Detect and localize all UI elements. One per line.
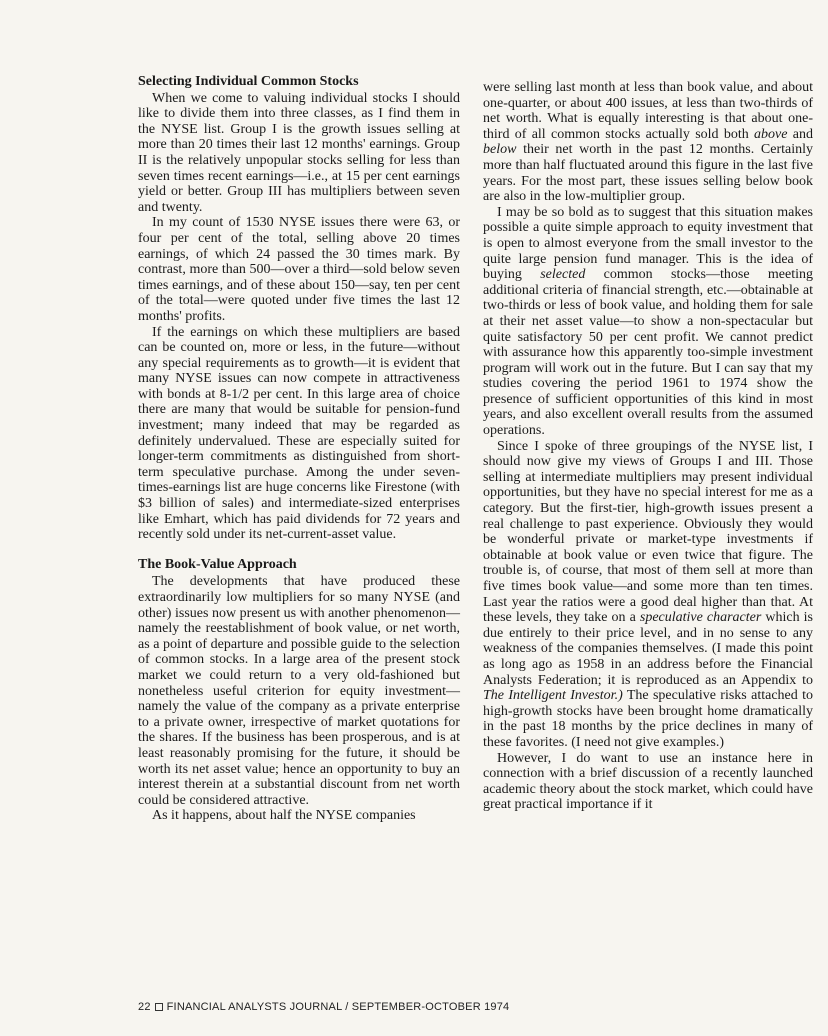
page-footer	[138, 1001, 509, 1013]
emphasis: speculative character	[639, 610, 762, 626]
paragraph: The developments that have produced these extraordinarily low multipliers for so many NYSE (and other) issues now present us with another phenomenon—namely the reestablishment of book value, or net worth, as a point of departure and possible guide to the selection of common stocks. In a large area of the present stock market we could return to a very old-fashioned but nonetheless useful criterion for equity investment—namely the value of the company as a private enterprise to a private owner, irrespective of market quotations for the shares. If the business has been prosperous, and is at least reasonably promising for the future, it should be worth its net asset value; hence an opportunity to buy an interest therein at a substantial discount from net worth could be considered attractive.	[138, 574, 460, 808]
section-heading-book-value: The Book-Value Approach	[138, 556, 297, 572]
paragraph: However, I do want to use an instance here in connection with a brief discussion of a recently launched academic theory about the stock market, which could have great practical importance if it	[483, 750, 813, 813]
journal-citation: FINANCIAL ANALYSTS JOURNAL / SEPTEMBER-OCTOBER 1974	[166, 1001, 510, 1013]
section-heading-selecting-stocks: Selecting Individual Common Stocks	[138, 74, 359, 89]
left-column	[138, 74, 460, 824]
paragraph: were selling last month at less than book value, and about one-quarter, or about 400 issues, at less than two-thirds of net worth. What is equally interesting is that about one-third of all common stocks actually sold both above and below their net worth in the past 12 months. Certainly more than half fluctuated around this figure in the last five years. For the most part, these issues selling below book are also in the low-multiplier group.	[483, 80, 813, 205]
right-column	[483, 80, 813, 813]
emphasis: below	[483, 142, 517, 158]
paragraph: In my count of 1530 NYSE issues there were 63, or four per cent of the total, selling above 20 times earnings, of which 24 passed the 30 times mark. By contrast, more than 500—over a third—sold below seven times earnings, and of these about 150—say, ten per cent of the total—were quoted under five times the last 12 months' profits.	[138, 215, 460, 324]
emphasis: selected	[540, 267, 586, 283]
book-title-emphasis: The Intelligent Investor.)	[483, 688, 623, 704]
square-bullet-icon	[155, 1003, 163, 1011]
paragraph: When we come to valuing individual stocks I should like to divide them into three classes, as I find them in the NYSE list. Group I is the growth issues selling at more than 20 times their last 12 months' earnings. Group II is the relatively unpopular stocks selling for less than seven times recent earnings—i.e., at 15 per cent earnings yield or better. Group III has multipliers between seven and twenty.	[138, 90, 460, 215]
paragraph: I may be so bold as to suggest that this situation makes possible a quite simple approach to equity investment that is open to almost everyone from the small investor to the quite large pension fund manager. This is the idea of buying selected common stocks—those meeting additional criteria of financial strength, etc.—obtainable at two-thirds or less of book value, and holding them for sale at their net asset value—to show a non-spectacular but quite satisfactory 50 per cent profit. We cannot predict with assurance how this apparently too-simple investment program will work out in the future. But I can say that my studies covering the period 1961 to 1974 show the presence of sufficient opportunities of this kind in most years, and also excellent overall results from the assumed operations.	[483, 204, 813, 439]
paragraph: As it happens, about half the NYSE companies	[152, 808, 416, 824]
paragraph: If the earnings on which these multipliers are based can be counted on, more or less, in the future—without any special requirements as to growth—it is evident that many NYSE issues can now compete in attractiveness with bonds at 8-1/2 per cent. In this large area of choice there are many that would be suitable for pension-fund investment; many indeed that may be regarded as definitely undervalued. These are especially suited for longer-term commitments as distinguished from short-term speculative purchase. Among the under seven-times-earnings list are huge concerns like Firestone (with $3 billion of sales) and intermediate-sized enterprises like Emhart, which has paid dividends for 72 years and recently sold under its net-current-asset value.	[138, 324, 460, 543]
paragraph: Since I spoke of three groupings of the NYSE list, I should now give my views of Groups I and III. Those selling at intermediate multipliers may present individual opportunities, but they have no special interest for me as a category. But the first-tier, high-growth issues present a real challenge to past experience. Obviously they would be wonderful private or market-type investments if obtainable at book value or even twice that figure. The trouble is, of course, that most of them sell at more than five times book value—and some more than ten times. Last year the ratios were a good deal higher than that. At these levels, they take on a speculative character which is due entirely to their price level, and in no sense to any weakness of the companies themselves. (I made this point as long ago as 1958 in an address before the Financial Analysts Federation; it is reproduced as an Appendix to The Intelligent Investor.) The speculative risks attached to high-growth stocks have been brought home dramatically in the past 18 months by the price declines in many of these favorites. (I need not give examples.)	[483, 438, 813, 750]
emphasis: above	[754, 126, 788, 142]
page-number: 22	[138, 1001, 151, 1013]
